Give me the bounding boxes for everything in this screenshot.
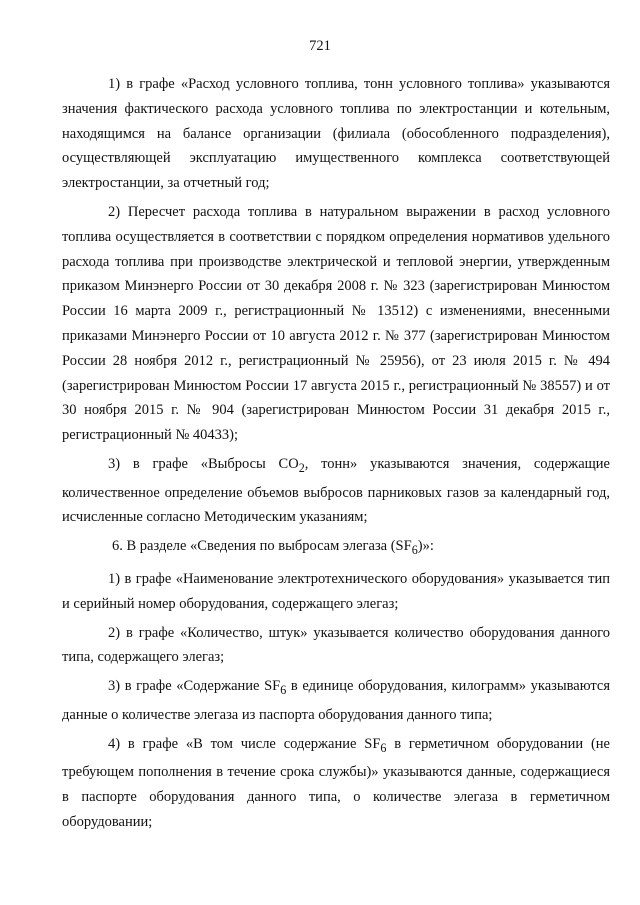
paragraph-equipment-count: 2) в графе «Количество, штук» указывается количество оборудования данного типа, содержащего элегаз; [62,624,610,666]
document-body [62,72,610,839]
page-number: 721 [309,38,331,54]
paragraph-equipment-name: 1) в графе «Наименование электротехнического оборудования» указывается тип и серийный номер оборудования, содержащего элегаз; [62,570,610,612]
paragraph-sf6-content: 3) в графе «Содержание $SF_6$ в единице оборудования, килограмм» указываются данные о количестве элегаза из паспорта оборудования данного типа; [62,678,610,723]
paragraph-fuel-recalculation: 2) Пересчет расхода топлива в натуральном выражении в расход условного топлива осуществляется в соответствии с порядком определения нормативов удельного расхода топлива при производстве электрической и тепловой энергии, утвержденным приказом Минэнерго России от 30 декабря 2008 г. № 323 (зарегистрирован Минюстом России 16 марта 2009 г., регистрационный № 13512) с изменениями, внесенными приказами Минэнерго России от 10 августа 2012 г. № 377 (зарегистрирован Минюстом России 28 ноября 2012 г., регистрационный № 25956), от 23 июля 2015 г. № 494 (зарегистрирован Минюстом России 17 августа 2015 г., регистрационный № 38557) и от 30 ноября 2015 г. № 904 (зарегистрирован Минюстом России 31 декабря 2015 г., регистрационный № 40433); [62,203,610,444]
section-heading-sf6: 6. В разделе «Сведения по выбросам элегаза $(SF_6)$»: [112,538,434,558]
paragraph-sealed-equipment: 4) в графе «В том числе содержание $SF_6$ в герметичном оборудовании (не требующем пополнения в течение срока службы)» указываются данные, содержащиеся в паспорте оборудования данного типа, о количестве элегаза в герметичном оборудовании; [62,735,610,830]
paragraph-fuel-consumption: 1) в графе «Расход условного топлива, тонн условного топлива» указываются значения фактического расхода условного топлива по электростанции и котельным, находящимся на балансе организации (филиала (обособленного подразделения), осуществляющей эксплуатацию имущественного комплекса соответствующей электростанции, за отчетный год; [62,76,610,192]
paragraph-co2-emissions: 3) в графе «Выбросы $CO_2$, тонн» указываются значения, содержащие количественное определение объемов выбросов парниковых газов за календарный год, исчисленные согласно Методическим указаниям; [62,455,610,526]
